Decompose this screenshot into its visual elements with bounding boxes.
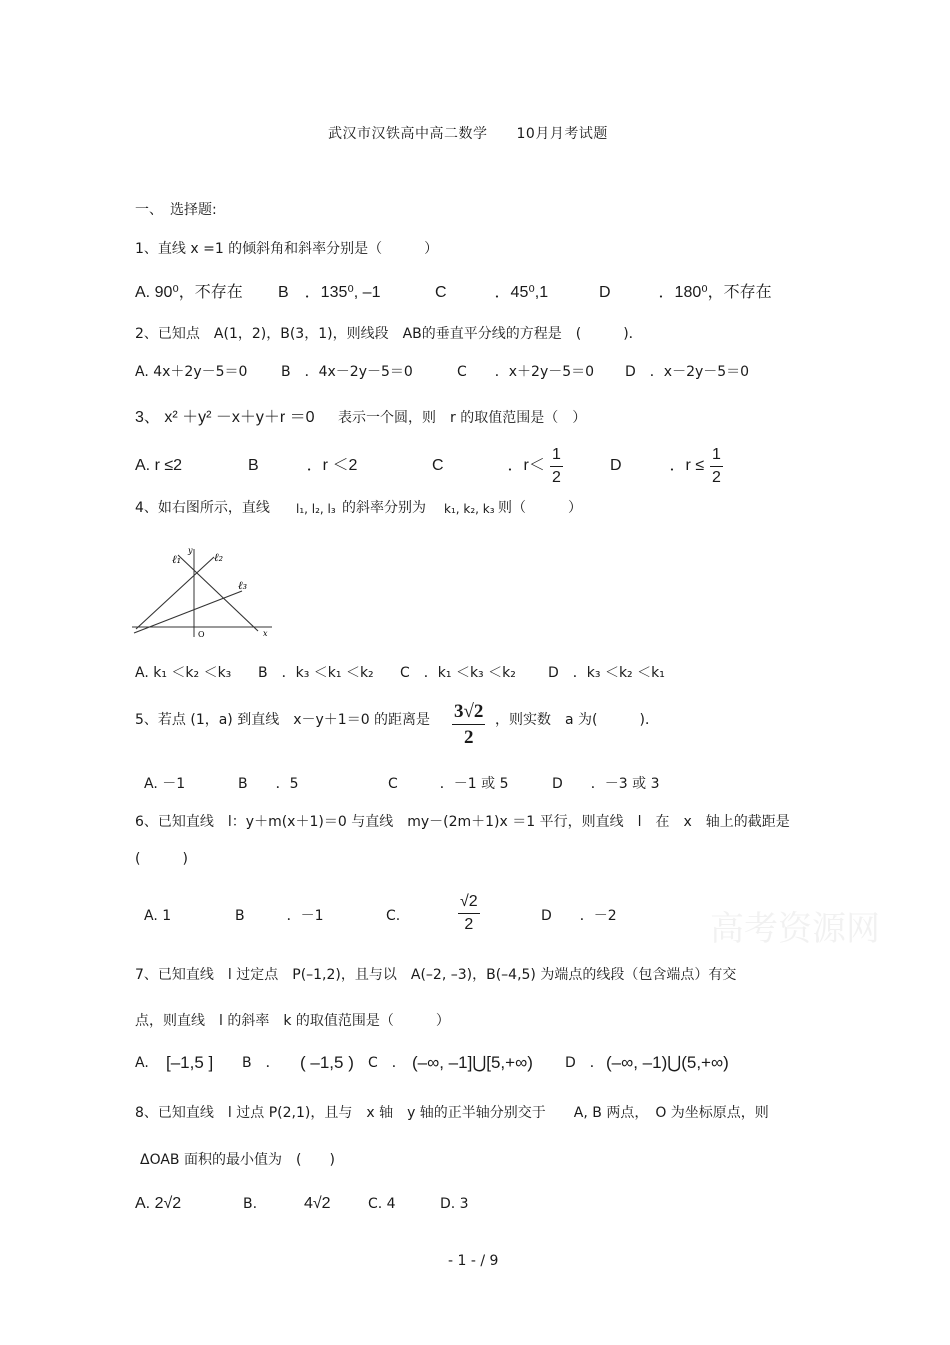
q2-option-d: D ．x－2y－5＝0 — [625, 364, 750, 380]
q6-option-b: B ．－1 — [235, 908, 324, 924]
q1-option-d: D ．180⁰，不存在 — [599, 284, 772, 301]
q3-option-c: C ．r＜ — [432, 457, 545, 474]
q7-option-d-label: D ． — [565, 1055, 604, 1071]
q6-option-c-fraction — [458, 894, 480, 933]
label-l2: ℓ₂ — [214, 551, 223, 564]
q5-option-c: C ．－1 或 5 — [388, 776, 509, 792]
fraction-numerator: 1 — [712, 446, 721, 463]
q4-option-c: C ．k₁ ＜k₃ ＜k₂ — [400, 665, 516, 681]
label-origin: O — [198, 630, 205, 639]
q4-option-b: B ．k₃ ＜k₁ ＜k₂ — [258, 665, 374, 681]
question-5-stem-a: 5、若点 (1，a) 到直线 x－y＋1＝0 的距离是 — [135, 712, 431, 728]
q7-option-c-label: C ． — [368, 1055, 406, 1071]
q7-option-b-label: B ． — [242, 1055, 280, 1071]
q5-option-a: A. －1 — [144, 776, 186, 792]
watermark: 高考资源网 — [710, 909, 880, 949]
q1-option-c: C ．45⁰,1 — [435, 284, 549, 301]
question-1-stem: 1、直线 x =1 的倾斜角和斜率分别是（ ） — [135, 241, 439, 257]
q7-option-d: (–∞, –1)⋃(5,+∞) — [606, 1053, 729, 1072]
question-3-equation: 3、 x² ＋y² －x＋y＋r ＝0 — [135, 409, 315, 426]
q6-option-d: D ．－2 — [541, 908, 617, 924]
fraction-numerator: 3√2 — [454, 701, 484, 722]
question-6-stem: 6、已知直线 l：y＋m(x＋1)＝0 与直线 my－(2m＋1)x ＝1 平行，则直线 l 在 x 轴上的截距是 — [135, 814, 790, 830]
q1-option-b: B ．135⁰, –1 — [278, 284, 381, 301]
q2-option-c: C ．x＋2y－5＝0 — [457, 364, 595, 380]
question-4-slopes: k₁, k₂, k₃ — [444, 502, 495, 516]
q7-option-b: ( –1,5 ) — [300, 1053, 354, 1072]
fraction-denominator: 2 — [552, 469, 561, 486]
fraction-numerator: 1 — [552, 446, 561, 463]
question-7-stem: 7、已知直线 l 过定点 P(–1,2)，且与以 A(–2, –3)，B(–4,5) 为端点的线段（包含端点）有交 — [135, 967, 737, 983]
q7-option-a: [–1,5 ] — [166, 1053, 214, 1072]
q8-option-b: 4√2 — [304, 1195, 331, 1212]
q6-option-a: A. 1 — [144, 908, 172, 924]
label-l1: ℓ₁ — [172, 553, 181, 566]
section-heading: 一、 选择题: — [135, 202, 217, 218]
q3-option-c-fraction — [550, 447, 563, 486]
fraction-denominator: 2 — [464, 916, 474, 933]
q5-distance-fraction — [452, 702, 485, 747]
label-x: x — [263, 629, 268, 638]
q3-option-a: A. r ≤2 — [135, 457, 183, 474]
q7-option-a-label: A. — [135, 1055, 149, 1071]
q5-option-b: B ．5 — [238, 776, 299, 792]
q1-option-a: A. 90⁰，不存在 — [135, 284, 243, 301]
q4-option-a: A. k₁ ＜k₂ ＜k₃ — [135, 665, 232, 681]
question-8-stem: 8、已知直线 l 过点 P(2,1)，且与 x 轴 y 轴的正半轴分别交于 A, B 两点， O 为坐标原点，则 — [135, 1105, 769, 1121]
q4-option-d: D ．k₃ ＜k₂ ＜k₁ — [548, 665, 665, 681]
fraction-numerator: √2 — [460, 893, 478, 910]
question-3-stem: 表示一个圆，则 r 的取值范围是（ ） — [338, 410, 587, 426]
fraction-denominator: 2 — [463, 727, 474, 748]
q2-option-b: B ．4x－2y－5＝0 — [281, 364, 413, 380]
q8-option-c: C. 4 — [368, 1196, 396, 1212]
line-l2 — [136, 557, 214, 629]
page-number: - 1 - / 9 — [448, 1253, 499, 1269]
label-l3: ℓ₃ — [238, 579, 247, 592]
question-4-stem-a: 4、如右图所示，直线 — [135, 500, 270, 516]
q8-option-d: D. 3 — [440, 1196, 469, 1212]
q3-option-d: D ．r ≤ — [610, 457, 705, 474]
page-title: 武汉市汉铁高中高二数学 10月月考试题 — [328, 126, 608, 142]
q7-option-c: (–∞, –1]⋃[5,+∞) — [412, 1053, 533, 1072]
question-4-stem-c: 则（ ） — [498, 500, 582, 516]
q2-option-a: A. 4x＋2y－5＝0 — [135, 364, 248, 380]
line-slope-figure — [130, 545, 280, 640]
question-5-stem-b: ，则实数 a 为( )． — [495, 712, 659, 728]
question-4-lines: l₁, l₂, l₃ — [296, 502, 336, 516]
q5-option-d: D ．－3 或 3 — [552, 776, 660, 792]
label-y: y — [188, 546, 193, 555]
q8-option-a: A. 2√2 — [135, 1195, 182, 1212]
line-l1 — [178, 555, 258, 631]
fraction-denominator: 2 — [712, 469, 721, 486]
question-7-stem-2: 点，则直线 l 的斜率 k 的取值范围是（ ） — [135, 1013, 450, 1029]
question-2-stem: 2、已知点 A(1，2)，B(3，1)，则线段 AB的垂直平分线的方程是 ( )． — [135, 326, 643, 342]
question-6-stem-2: ( ) — [135, 851, 188, 867]
question-4-stem-b: 的斜率分别为 — [342, 500, 426, 516]
q3-option-b: B ．r ＜2 — [248, 457, 358, 474]
q6-option-c: C. — [386, 908, 401, 924]
q8-option-b-label: B. — [243, 1196, 258, 1212]
question-8-stem-2: ΔOAB 面积的最小值为 ( ) — [140, 1152, 335, 1168]
q3-option-d-fraction — [710, 447, 723, 486]
